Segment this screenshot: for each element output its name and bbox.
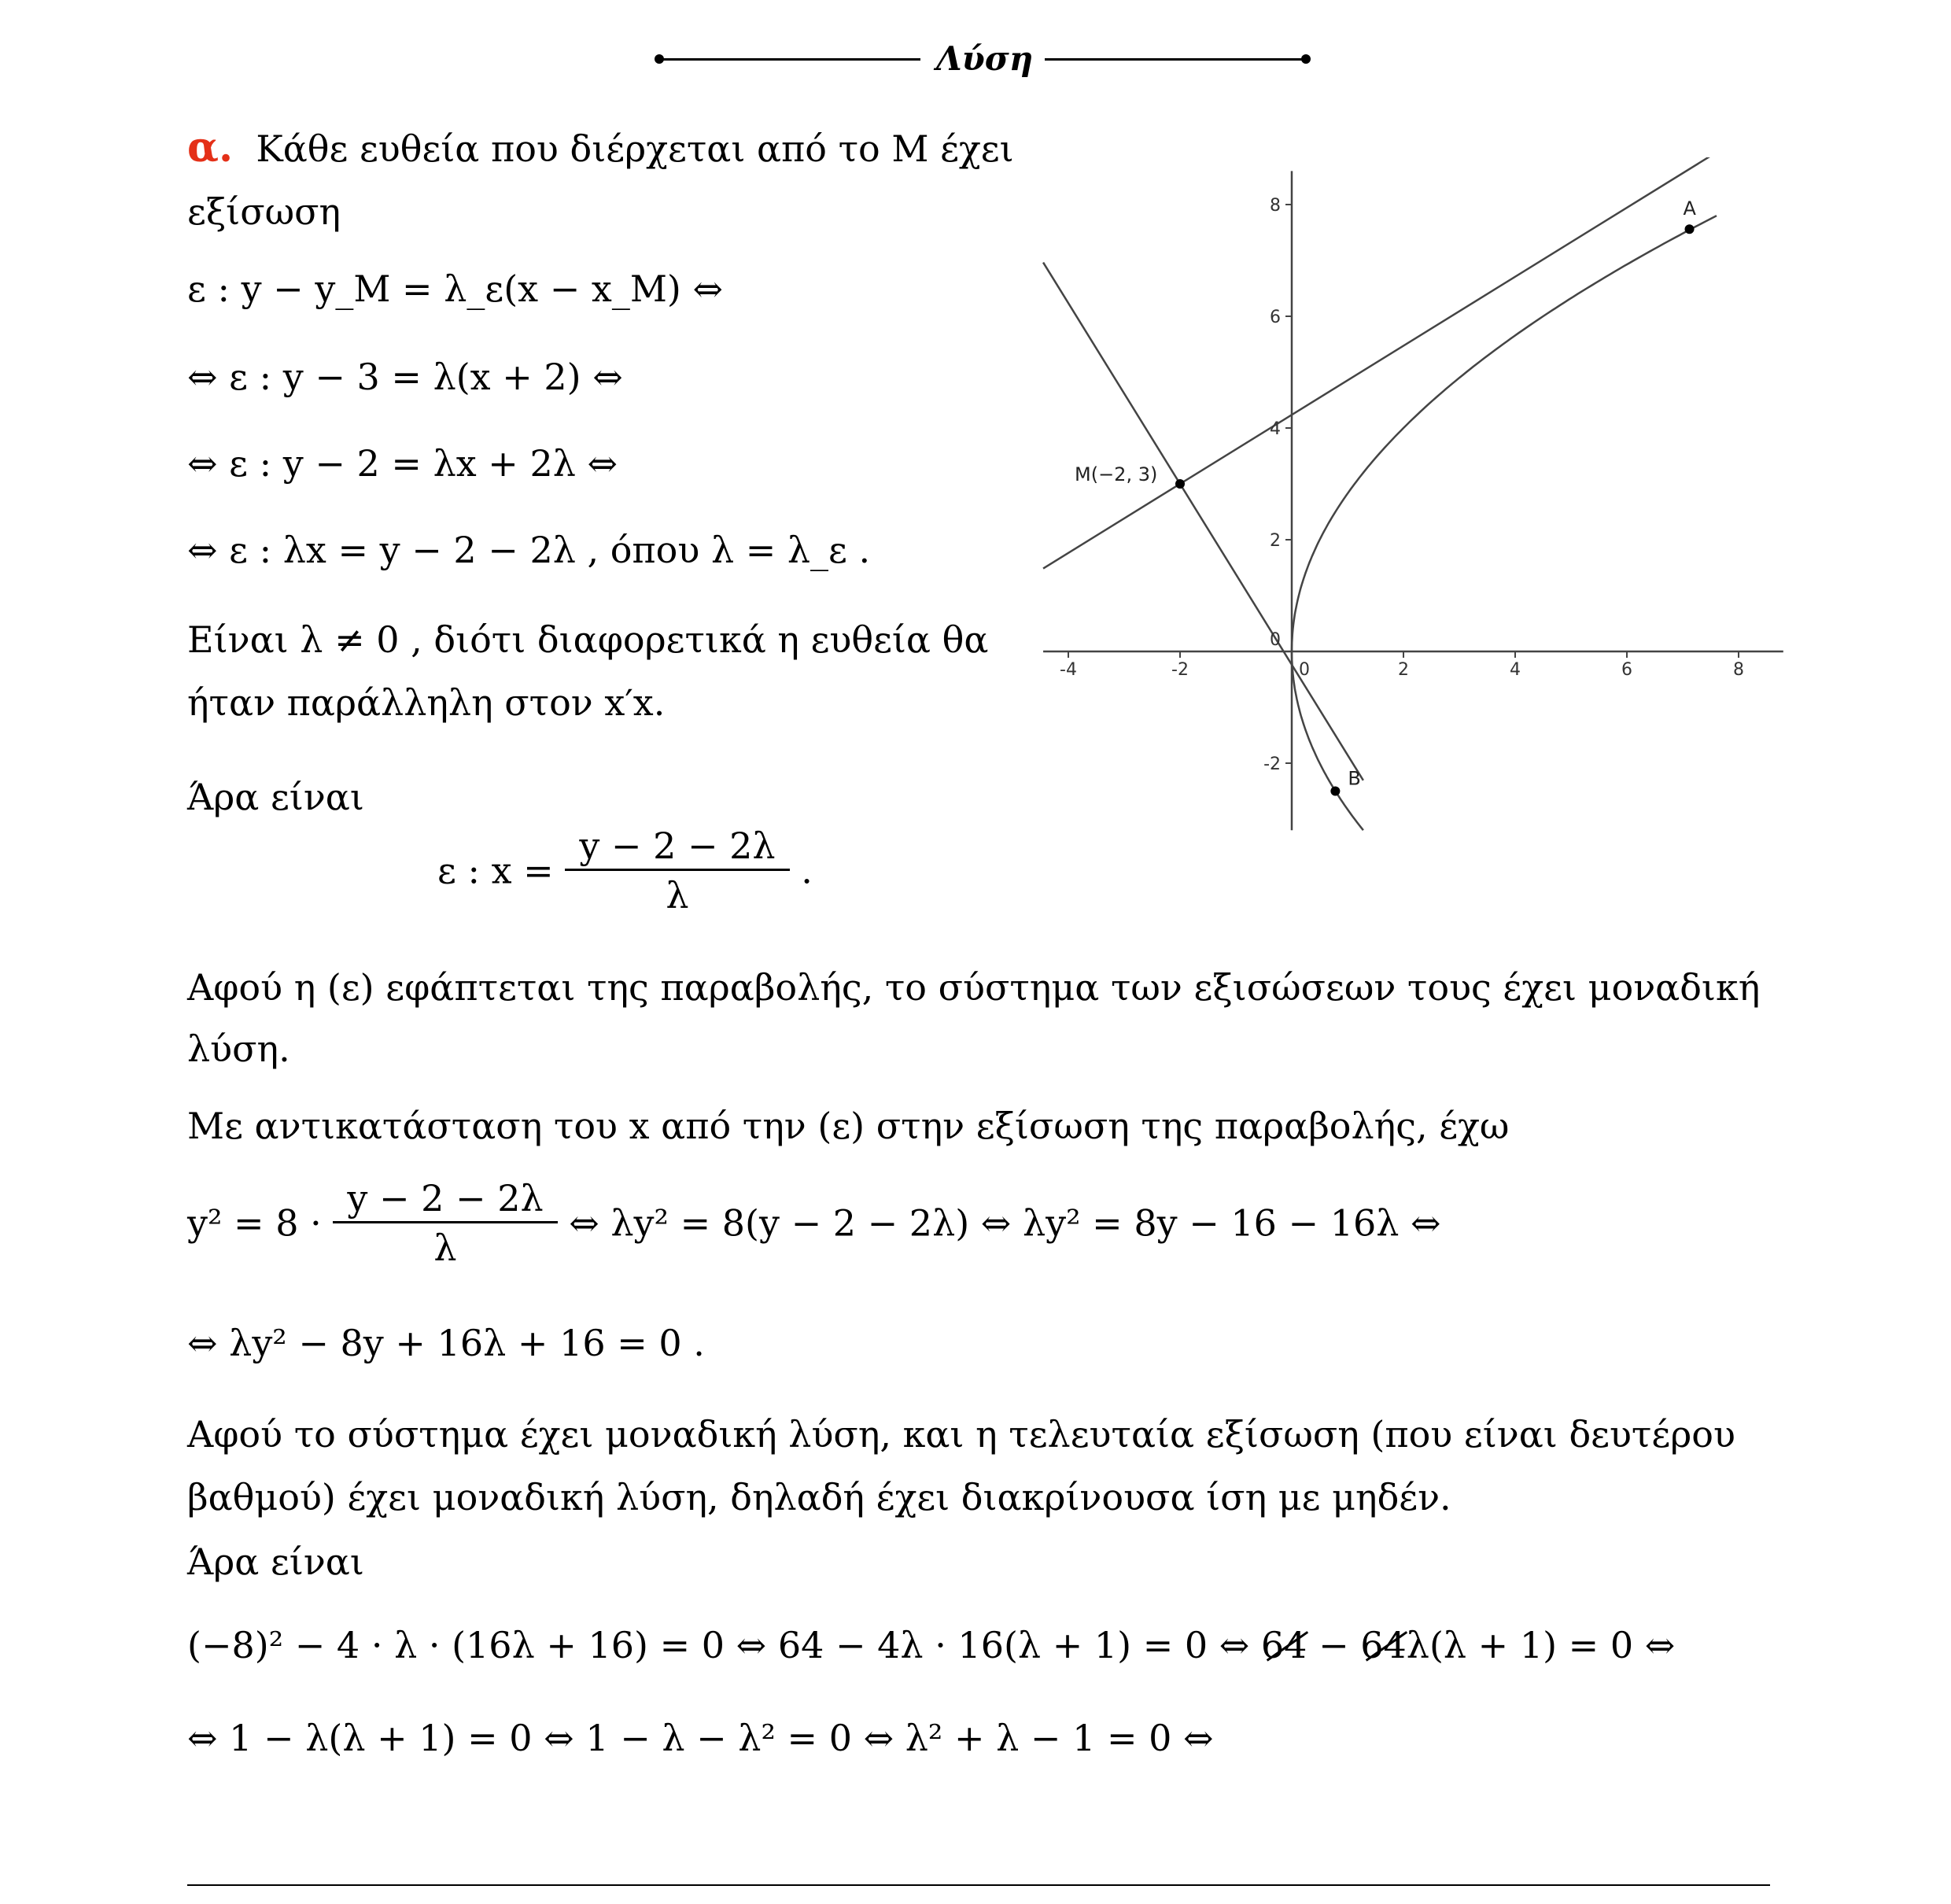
equation-5-lhs: ε : x = [437,849,554,892]
equation-6-lhs: y² = 8 · [187,1201,322,1245]
x-tick-label: 0 [1299,660,1310,680]
part-marker: α. [187,124,234,172]
y-tick-label: -2 [1263,755,1281,774]
intro-line [187,124,1014,172]
header-title: Λύση [936,39,1034,78]
point-label-m: M(−2, 3) [1075,463,1158,485]
y-tick-label: 4 [1270,419,1281,439]
equation-6-rhs: ⇔ λy² = 8(y − 2 − 2λ) ⇔ λy² = 8y − 16 − 16λ ⇔ [569,1201,1441,1245]
y-tick-label: 2 [1270,531,1281,551]
x-tick-label: 2 [1398,660,1409,680]
header-rule-right [1045,58,1306,61]
point-label-a: A [1683,197,1696,220]
x-tick-label: 8 [1733,660,1744,680]
point-M [1175,479,1185,489]
intro-text-1: Κάθε ευθεία που διέρχεται από το M έχει [256,127,1014,170]
intro-text-2: εξίσωση [187,190,341,233]
tangent-line-a [1043,157,1783,569]
point-label-b: B [1348,767,1361,790]
equation-7: ⇔ λy² − 8y + 16λ + 16 = 0 . [187,1322,705,1364]
tangent-line-b [1043,263,1363,780]
parabola-curve [1292,216,1717,830]
equation-9: ⇔ 1 − λ(λ + 1) = 0 ⇔ 1 − λ − λ² = 0 ⇔ λ² + λ − 1 = 0 ⇔ [187,1717,1214,1759]
equation-4: ⇔ ε : λx = y − 2 − 2λ , όπου λ = λ_ε . [187,529,871,571]
x-tick-label: 4 [1510,660,1521,680]
paragraph-3: Με αντικατάσταση του x από την (ε) στην εξίσωση της παραβολής, έχω [187,1105,1510,1147]
y-tick-label: 8 [1270,196,1281,216]
equation-8 [187,1624,1676,1666]
equation-8-struck-2: 64 [1360,1624,1407,1666]
equation-3: ⇔ ε : y − 2 = λx + 2λ ⇔ [187,442,618,485]
header-dot-right [1301,54,1311,64]
equation-8-part-c: λ(λ + 1) = 0 ⇔ [1406,1624,1676,1666]
paragraph-1-line-1: Είναι λ ≠ 0 , διότι διαφορετικά η ευθεία θα [187,618,989,661]
paragraph-2-line-2: λύση. [187,1028,290,1070]
therefore-1: Άρα είναι [187,776,364,818]
graph-curves [1043,157,1783,830]
y-tick-label: 6 [1270,308,1281,327]
equation-5 [437,825,813,917]
therefore-2: Άρα είναι [187,1541,364,1583]
equation-5-denominator: λ [666,874,689,917]
parabola-graph [1023,157,1794,850]
equation-2: ⇔ ε : y − 3 = λ(x + 2) ⇔ [187,356,623,398]
equation-5-fraction [565,825,789,917]
paragraph-4-line-1: Αφού το σύστημα έχει μοναδική λύση, και η τελευταία εξίσωση (που είναι δευτέρου [187,1413,1735,1456]
equation-6-fraction [333,1177,557,1269]
graph-labels [1060,196,1744,790]
equation-8-part-a: (−8)² − 4 · λ · (16λ + 16) = 0 ⇔ 64 − 4λ · 16(λ + 1) = 0 ⇔ [187,1624,1261,1666]
equation-6-denominator: λ [433,1227,457,1269]
paragraph-1-line-2: ήταν παράλληλη στον x′x. [187,681,666,724]
y-tick-label: 0 [1270,630,1281,650]
paragraph-4-line-2: βαθμού) έχει μοναδική λύση, δηλαδή έχει διακρίνουσα ίση με μηδέν. [187,1476,1451,1518]
x-tick-label: -4 [1060,660,1077,680]
equation-6 [187,1177,1441,1269]
equation-5-numerator: y − 2 − 2λ [565,828,789,871]
paragraph-2-line-1: Αφού η (ε) εφάπτεται της παραβολής, το σύστημα των εξισώσεων τους έχει μοναδική [187,966,1761,1009]
equation-5-end: . [801,849,813,892]
footer-rule [187,1884,1770,1886]
header-dot-left [655,54,664,64]
equation-6-numerator: y − 2 − 2λ [333,1180,557,1223]
equation-8-part-b: − [1307,1624,1361,1666]
point-A [1685,224,1695,234]
equation-1: ε : y − y_M = λ_ε(x − x_M) ⇔ [187,268,724,310]
equation-8-struck-1: 64 [1260,1624,1307,1666]
x-tick-label: -2 [1171,660,1189,680]
header-rule-left [659,58,920,61]
point-B [1330,787,1340,796]
x-tick-label: 6 [1621,660,1632,680]
